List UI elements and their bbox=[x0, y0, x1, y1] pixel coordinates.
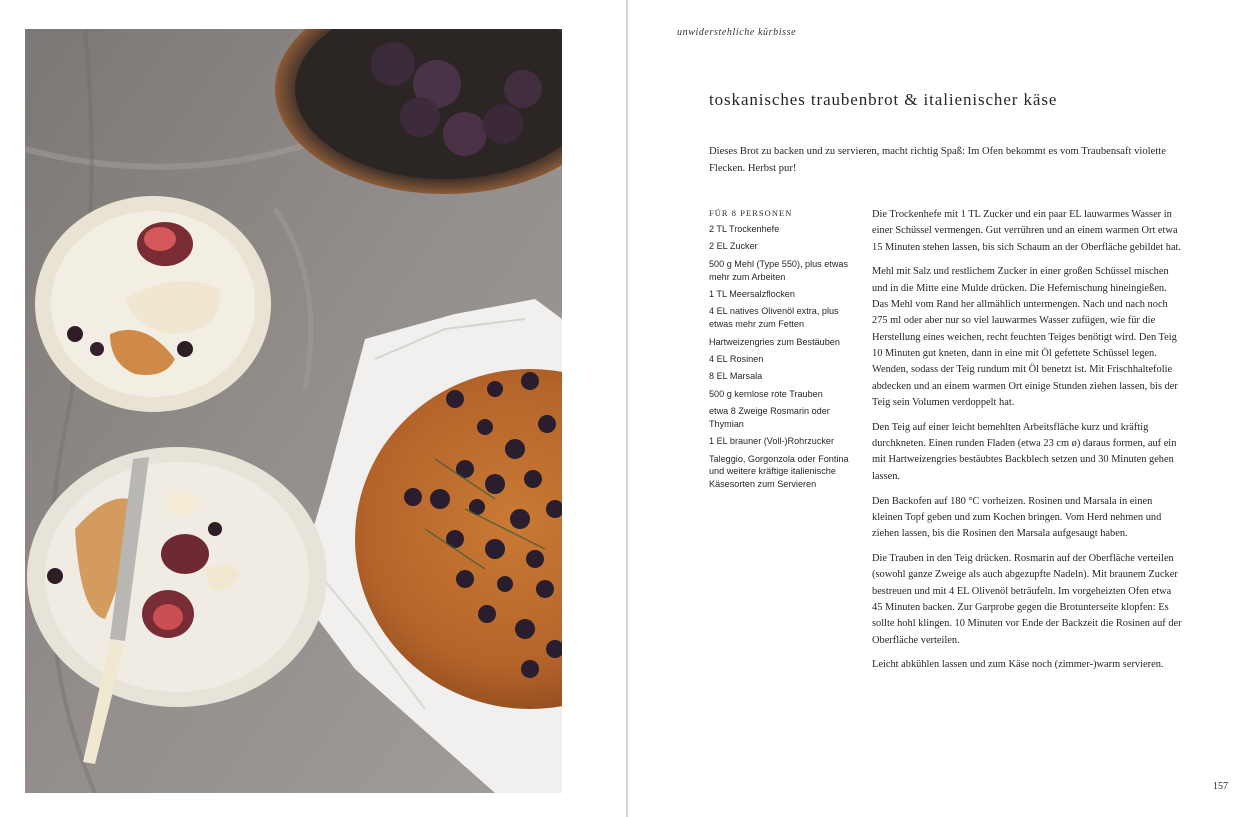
method-step: Den Teig auf einer leicht bemehlten Arbeitsfläche kurz und kräftig durchkneten. Einen runden Fladen (etwa 23 cm ø) daraus formen, auf ein mit Hartweizengries bestäubtes Backblech setzen und 30 Minuten gehen lassen. bbox=[872, 421, 1177, 482]
page-gutter bbox=[626, 0, 628, 817]
ingredient-item: 500 g Mehl (Type 550), plus etwas mehr zum Arbeiten bbox=[709, 258, 849, 282]
method-step: Die Trauben in den Teig drücken. Rosmarin auf der Oberfläche verteilen (sowohl ganze Zweige als auch abgezupfte Nadeln). Mit braunem Zucker bestreuen und mit 4 EL Olivenöl beträufeln. Im vorgeheizten Ofen etwa 45 Minuten backen. Zur Garprobe gegen die Brotunterseite klopfen: Es sollte hohl klingen. 10 Minuten vor Ende der Backzeit die Rosinen auf der Oberfläche verteilen. bbox=[872, 553, 1182, 646]
page-number: 157 bbox=[1213, 781, 1228, 792]
method-step: Mehl mit Salz und restlichem Zucker in einer großen Schüssel mischen und in die Mitte eine Mulde drücken. Die Hefemischung hineingießen. Das Mehl vom Rand her allmählich untermengen. Nach und nach noch 275 ml oder aber nur so viel lauwarmes Wasser zufügen, wie für die Herstellung eines weichen, recht feuchten Teiges benötigt wird. Den Teig 10 Minuten gut kneten, dann in eine mit Öl gefettete Schüssel legen. Wenden, sodass der Teig rundum mit Öl benetzt ist. Mit Frischhaltefolie abdecken und an einem warmen Ort einige Stunden ziehen lassen, bis der Teig sein Volumen verdoppelt hat. bbox=[872, 266, 1178, 408]
recipe-intro: Dieses Brot zu backen und zu servieren, macht richtig Spaß: Im Ofen bekommt es vom Traubensaft violette Flecken. Herbst pur! bbox=[709, 146, 1166, 174]
servings-heading: FÜR 8 PERSONEN bbox=[709, 209, 793, 218]
method-column bbox=[872, 207, 1182, 682]
running-head: unwiderstehliche kürbisse bbox=[677, 27, 797, 38]
method-step: Die Trockenhefe mit 1 TL Zucker und ein paar EL lauwarmes Wasser in einer Schüssel vermengen. Gut verrühren und an einem warmen Ort etwa 15 Minuten stehen lassen, bis sich Schaum an der Oberfläche gebildet hat. bbox=[872, 209, 1182, 253]
ingredient-item: 4 EL Rosinen bbox=[709, 353, 764, 364]
ingredient-item: 1 EL brauner (Voll-)Rohrzucker bbox=[709, 436, 835, 447]
ingredient-item: Taleggio, Gorgonzola oder Fontina und weitere kräftige italienische Käsesorten zum Servieren bbox=[709, 453, 849, 490]
ingredient-item: Hartweizengries zum Bestäuben bbox=[709, 336, 840, 347]
ingredient-item: etwa 8 Zweige Rosmarin oder Thymian bbox=[709, 406, 830, 429]
ingredients-column bbox=[709, 209, 859, 496]
ingredient-list bbox=[709, 223, 859, 491]
method-step: Leicht abkühlen lassen und zum Käse noch (zimmer-)warm servieren. bbox=[872, 659, 1164, 671]
ingredient-item: 1 TL Meersalzflocken bbox=[709, 288, 795, 299]
food-photo bbox=[25, 29, 562, 793]
recipe-title: toskanisches traubenbrot & italienischer käse bbox=[709, 90, 1058, 109]
method-step: Den Backofen auf 180 °C vorheizen. Rosinen und Marsala in einen kleinen Topf geben und zum Kochen bringen. Vom Herd nehmen und ziehen lassen, bis die Rosinen den Marsala aufgesaugt haben. bbox=[872, 495, 1162, 540]
left-page bbox=[0, 0, 626, 817]
ingredient-item: 2 TL Trockenhefe bbox=[709, 224, 780, 234]
ingredient-item: 500 g kernlose rote Trauben bbox=[709, 388, 823, 399]
food-photo-illustration bbox=[25, 29, 562, 793]
ingredient-item: 4 EL natives Olivenöl extra, plus etwas mehr zum Fetten bbox=[709, 306, 839, 330]
ingredient-item: 2 EL Zucker bbox=[709, 241, 758, 252]
ingredient-item: 8 EL Marsala bbox=[709, 371, 763, 382]
